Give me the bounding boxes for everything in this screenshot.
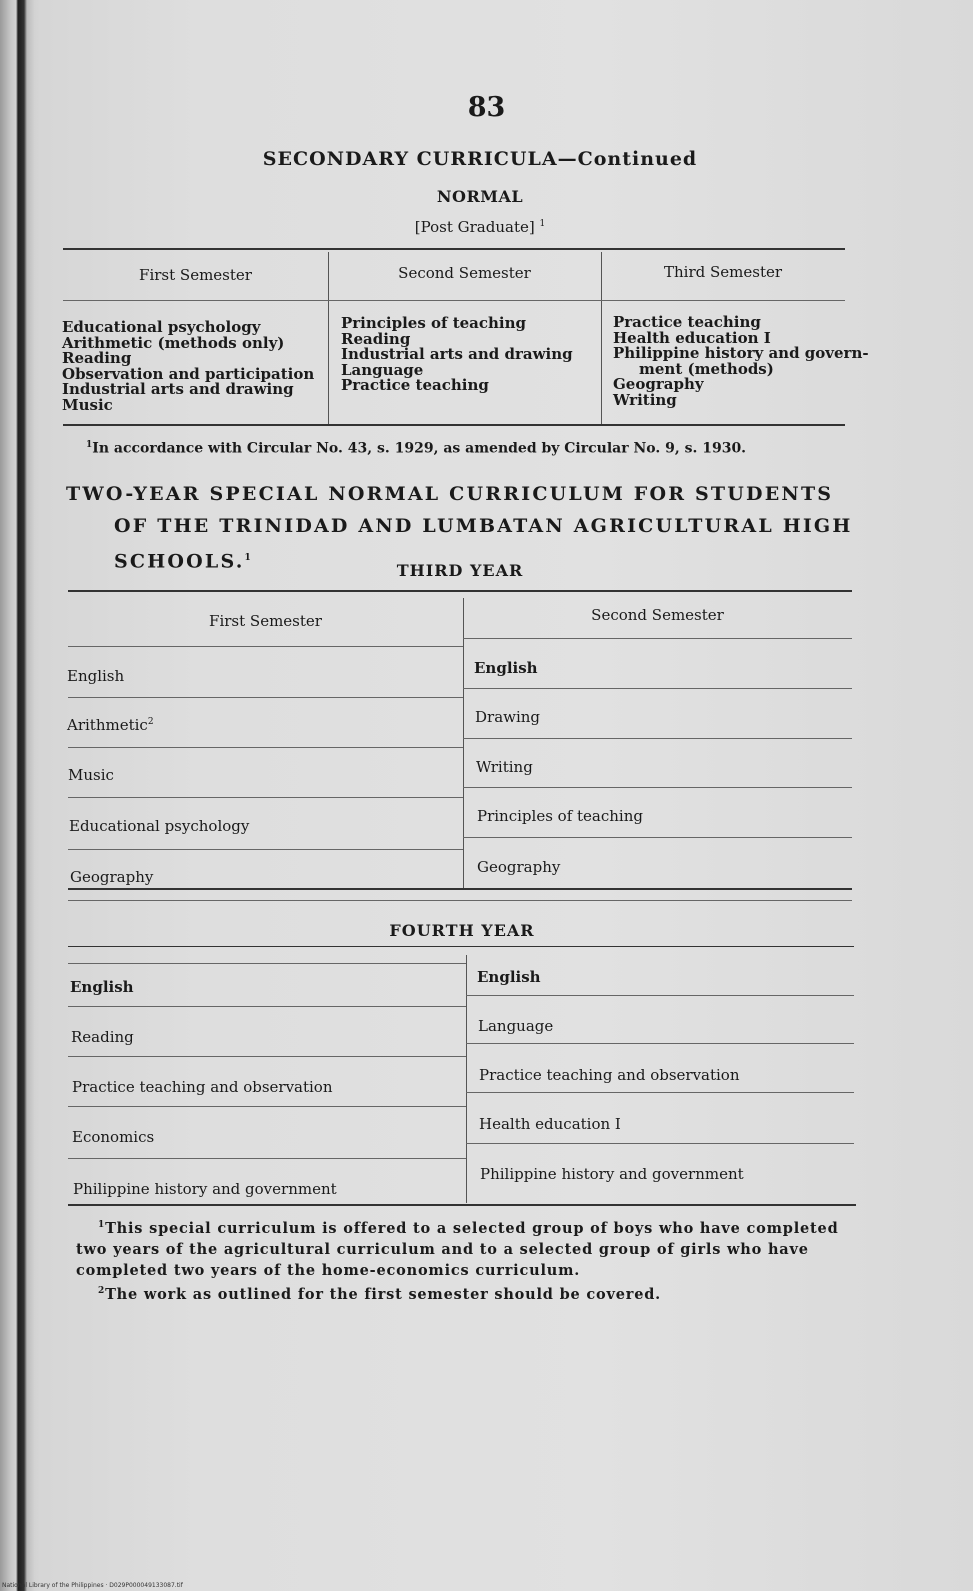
normal-third-list bbox=[613, 315, 869, 408]
page-number: 83 bbox=[467, 92, 506, 123]
fourth-second-row-3: Practice teaching and observation bbox=[479, 1066, 740, 1084]
third-year-rule-2 bbox=[68, 900, 852, 901]
list-item: Philippine history and govern- bbox=[613, 344, 869, 362]
row-rule bbox=[466, 995, 854, 996]
fourth-second-row-2: Language bbox=[478, 1017, 554, 1035]
row-rule bbox=[68, 1006, 466, 1007]
third-first-row-1: English bbox=[67, 667, 125, 685]
row-rule bbox=[466, 1043, 854, 1044]
footnote-marker: 1 bbox=[86, 440, 93, 450]
normal-table-top-rule bbox=[63, 248, 845, 250]
row-rule bbox=[466, 1092, 854, 1093]
third-first-row-4: Educational psychology bbox=[69, 817, 250, 835]
footnote-line: two years of the agricultural curriculum and to a selected group of girls who have bbox=[76, 1240, 809, 1258]
footnote-line: $^1$This special curriculum is offered to a selected group of boys who have completed bbox=[98, 1219, 839, 1237]
list-item: Industrial arts and drawing bbox=[341, 345, 573, 363]
row-rule bbox=[68, 697, 463, 698]
third-year-title: THIRD YEAR bbox=[396, 561, 524, 580]
footnote-text: In accordance with Circular No. 43, s. 1929, as amended by Circular No. 9, s. 1930. bbox=[92, 440, 747, 457]
third-second-row-3: Writing bbox=[476, 758, 533, 776]
footnote-line: completed two years of the home-economics curriculum. bbox=[76, 1261, 581, 1279]
list-item: Practice teaching bbox=[613, 313, 761, 331]
book-binding-shadow bbox=[0, 0, 34, 1591]
third-second-row-2: Drawing bbox=[475, 708, 541, 726]
third-year-divider bbox=[463, 598, 464, 888]
normal-table-bottom-rule bbox=[63, 424, 845, 426]
heading-line-3: SCHOOLS.$^1$ bbox=[114, 550, 253, 573]
fourth-year-divider bbox=[466, 955, 467, 1203]
list-item: Educational psychology bbox=[62, 318, 261, 336]
heading-line: TWO-YEAR SPECIAL NORMAL CURRICULUM FOR STUDENTS bbox=[66, 483, 834, 505]
list-item: Language bbox=[341, 360, 424, 379]
third-second-row-1: English bbox=[474, 659, 538, 677]
section-heading: SECONDARY CURRICULA—Continued bbox=[262, 148, 698, 170]
row-rule bbox=[463, 688, 852, 689]
row-rule bbox=[463, 837, 852, 838]
third-year-top-rule bbox=[68, 590, 852, 592]
row-rule bbox=[68, 646, 463, 647]
third-second-row-4: Principles of teaching bbox=[477, 807, 643, 825]
third-first-row-3: Music bbox=[68, 766, 114, 784]
third-first-row-5: Geography bbox=[70, 868, 154, 886]
fourth-first-row-3: Practice teaching and observation bbox=[72, 1078, 333, 1096]
row-rule bbox=[68, 849, 463, 850]
normal-second-list bbox=[341, 316, 573, 394]
fourth-year-top-rule-2 bbox=[68, 963, 466, 964]
normal-col-second: Second Semester bbox=[398, 264, 531, 282]
subsection-heading: NORMAL bbox=[436, 187, 524, 206]
fourth-first-row-2: Reading bbox=[71, 1028, 134, 1046]
list-item: Observation and participation bbox=[62, 364, 315, 383]
list-item: ment (methods) bbox=[639, 359, 774, 378]
list-item: Health education I bbox=[613, 328, 771, 347]
row-rule bbox=[68, 1106, 466, 1107]
list-item: Arithmetic (methods only) bbox=[62, 333, 285, 352]
fourth-first-row-1: English bbox=[70, 978, 134, 996]
third-second-row-5: Geography bbox=[477, 858, 561, 876]
normal-table-header-rule bbox=[63, 300, 845, 301]
fourth-year-title: FOURTH YEAR bbox=[389, 921, 535, 940]
fourth-first-row-5: Philippine history and government bbox=[73, 1180, 337, 1198]
fourth-year-top-rule bbox=[68, 946, 854, 947]
row-rule bbox=[463, 738, 852, 739]
list-item: Principles of teaching bbox=[341, 314, 527, 332]
row-rule bbox=[68, 1158, 466, 1159]
list-item: Reading bbox=[62, 349, 132, 367]
row-rule bbox=[68, 747, 463, 748]
row-rule bbox=[68, 1056, 466, 1057]
list-item: Writing bbox=[613, 390, 677, 409]
special-footnotes bbox=[76, 1215, 862, 1305]
third-year-bottom-rule bbox=[68, 888, 852, 890]
normal-footnote bbox=[86, 440, 846, 457]
row-rule bbox=[466, 1143, 854, 1144]
fourth-second-row-1: English bbox=[477, 968, 541, 986]
fourth-second-row-5: Philippine history and government bbox=[480, 1165, 744, 1183]
normal-first-list bbox=[62, 320, 314, 413]
post-graduate-note bbox=[100, 218, 860, 236]
list-item: Industrial arts and drawing bbox=[62, 380, 294, 398]
post-graduate-label: [Post Graduate] bbox=[414, 218, 535, 236]
fourth-first-row-4: Economics bbox=[72, 1128, 155, 1146]
row-rule bbox=[463, 787, 852, 788]
third-col-first: First Semester bbox=[209, 612, 322, 630]
heading-line: OF THE TRINIDAD AND LUMBATAN AGRICULTURAL HIGH bbox=[114, 515, 853, 537]
list-item: Music bbox=[62, 395, 113, 414]
list-item: Reading bbox=[341, 329, 411, 348]
fourth-second-row-4: Health education I bbox=[479, 1115, 621, 1133]
row-rule bbox=[68, 797, 463, 798]
row-rule bbox=[463, 638, 852, 639]
footnote-line: $^2$The work as outlined for the first semester should be covered. bbox=[98, 1285, 662, 1303]
post-graduate-marker: 1 bbox=[539, 219, 546, 229]
normal-col-third: Third Semester bbox=[663, 263, 783, 281]
scan-label: National Library of the Philippines · D029P000049133087.tif bbox=[2, 1582, 183, 1589]
third-first-row-2: Arithmetic$^2$ bbox=[67, 716, 154, 734]
list-item: Practice teaching bbox=[341, 376, 489, 394]
fourth-year-bottom-rule bbox=[68, 1204, 856, 1206]
normal-col-first: First Semester bbox=[139, 266, 252, 284]
list-item: Geography bbox=[613, 375, 704, 393]
third-col-second: Second Semester bbox=[591, 606, 724, 624]
